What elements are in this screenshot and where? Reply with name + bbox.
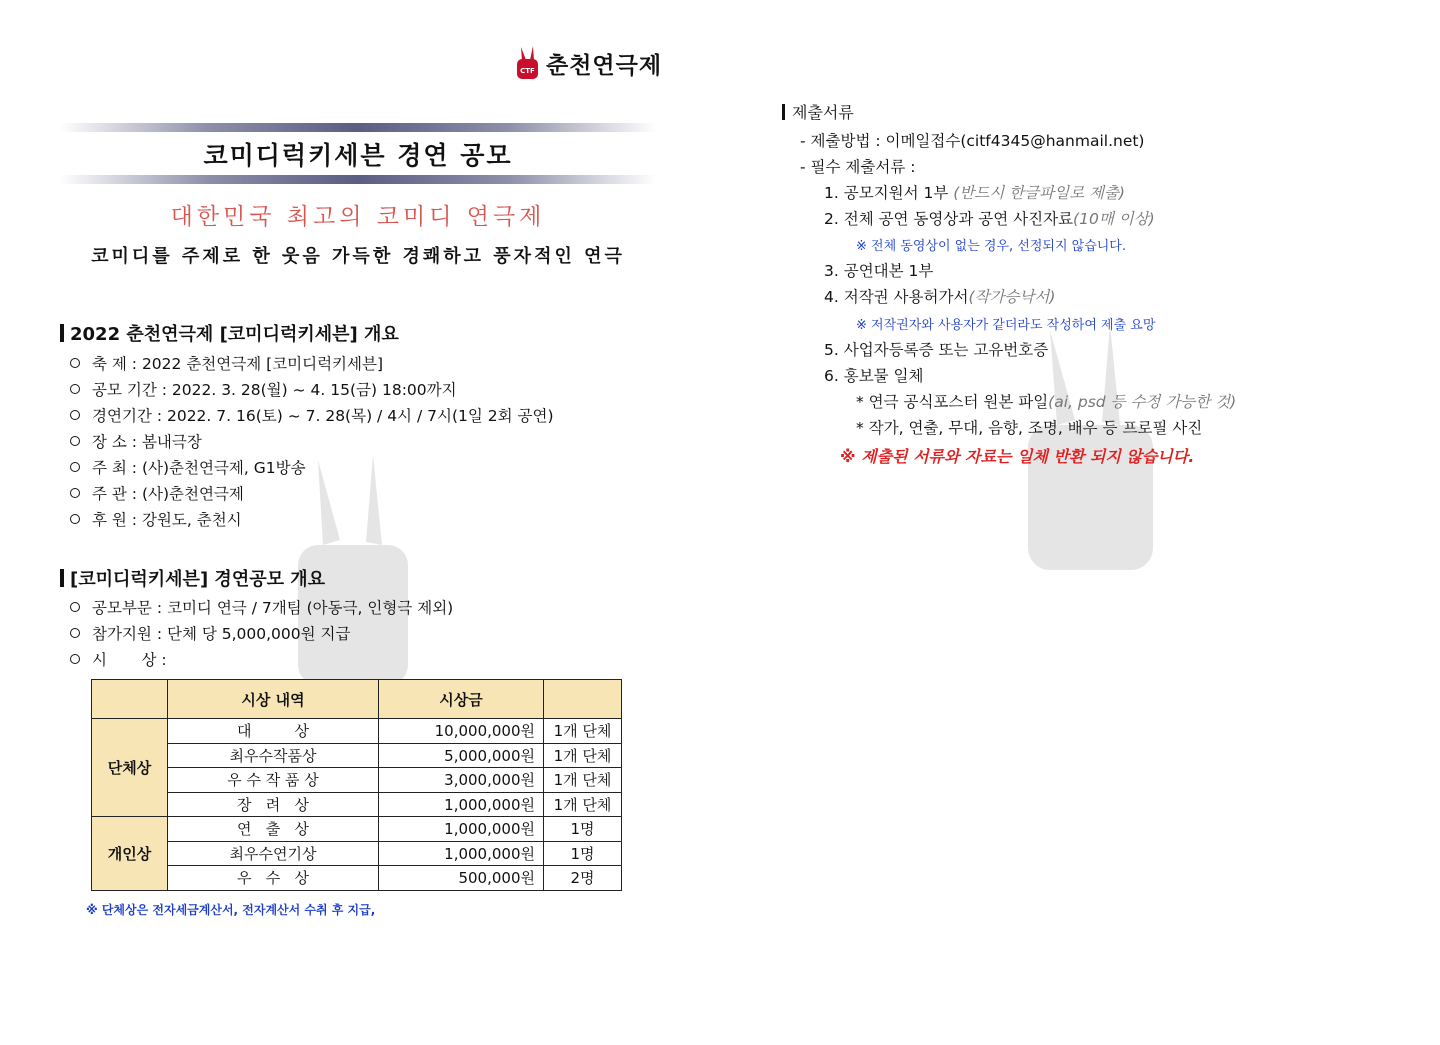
prize-count: 1명 [544,841,622,866]
section-marker [60,324,64,342]
overview-heading [60,320,399,346]
section-marker [782,104,785,120]
doc-item-2 [824,207,1155,229]
circle-bullet-icon [70,488,80,498]
overview-item [70,456,306,478]
overview-item-text: 후 원 : 강원도, 춘천시 [92,511,242,529]
group-label: 단체상 [92,719,168,817]
table-row [92,768,622,793]
doc-item-5: 5. 사업자등록증 또는 고유번호증 [824,341,1049,359]
video-warning: ※ 전체 동영상이 없는 경우, 선정되지 않습니다. [856,239,1126,254]
overview-item [70,482,244,504]
prize-name: 우 수 상 [168,866,379,891]
header-group [92,680,168,719]
prize-table-header [92,680,622,719]
doc-item-note: (10매 이상) [1073,210,1155,228]
circle-bullet-icon [70,514,80,524]
circle-bullet-icon [70,654,80,664]
submission-heading [782,100,854,123]
prize-name: 장 려 상 [168,792,379,817]
logo-text: 춘천연극제 [546,52,663,79]
overview-item-text: 경연기간 : 2022. 7. 16(토) ~ 7. 28(목) / 4시 / 7시(1일 2회 공연) [92,407,554,425]
prize-name: 최우수작품상 [168,743,379,768]
overview-item [70,404,554,426]
circle-bullet-icon [70,384,80,394]
prize-count: 1개 단체 [544,743,622,768]
contest-item [70,648,167,670]
overview-item-text: 공모 기간 : 2022. 3. 28(월) ~ 4. 15(금) 18:00까지 [92,381,457,399]
required-docs-label: - 필수 제출서류 : [800,158,916,176]
doc-item-text: 2. 전체 공연 동영상과 공연 사진자료 [824,210,1074,228]
contest-heading [60,565,325,591]
prize-amount: 5,000,000원 [379,743,544,768]
group-label: 개인상 [92,817,168,891]
section-marker [60,569,64,587]
contest-item-text: 참가지원 : 단체 당 5,000,000원 지급 [92,625,351,643]
prize-table-note: ※ 단체상은 전자세금계산서, 전자계산서 수취 후 지급, [86,903,376,917]
overview-item [70,430,202,452]
doc-item-6-sub-2: * 작가, 연출, 무대, 음향, 조명, 배우 등 프로필 사진 [856,419,1203,437]
doc-item-4 [824,285,1055,307]
sub-slogan: 코미디를 주제로 한 웃음 가득한 경쾌하고 풍자적인 연극 [91,246,625,267]
overview-item-text: 주 최 : (사)춘천연극제, G1방송 [92,459,306,477]
doc-item-6: 6. 홍보물 일체 [824,367,924,385]
prize-amount: 500,000원 [379,866,544,891]
table-row [92,719,622,744]
contest-item-text: 시 상 : [92,651,167,669]
doc-item-1 [824,181,1125,203]
doc-item-note: (작가승낙서) [968,288,1056,306]
contest-item [70,596,453,618]
submission-heading-text: 제출서류 [792,103,854,122]
doc-sub-note: (ai, psd 등 수정 가능한 것) [1048,393,1237,411]
overview-item [70,378,457,400]
prize-name: 대 상 [168,719,379,744]
contest-item [70,622,350,644]
doc-item-text: 1. 공모지원서 1부 [824,184,954,202]
prize-amount: 1,000,000원 [379,817,544,842]
doc-item-note: (반드시 한글파일로 제출) [953,184,1125,202]
prize-count: 1개 단체 [544,768,622,793]
contest-heading-text: [코미디럭키세븐] 경연공모 개요 [70,569,326,590]
overview-item [70,352,383,374]
prize-name: 최우수연기상 [168,841,379,866]
circle-bullet-icon [70,436,80,446]
submission-method: - 제출방법 : 이메일접수(citf4345@hanmail.net) [800,132,1145,150]
ctf-rabbit-logo-icon [514,46,540,80]
title-bar-bottom [60,175,656,184]
overview-item [70,508,242,530]
prize-amount: 3,000,000원 [379,768,544,793]
prize-count: 1명 [544,817,622,842]
prize-name: 우 수 작 품 상 [168,768,379,793]
circle-bullet-icon [70,602,80,612]
festival-logo [514,46,662,80]
table-row [92,817,622,842]
header-prize-name: 시상 내역 [168,680,379,719]
circle-bullet-icon [70,358,80,368]
page-title: 코미디럭키세븐 경연 공모 [203,141,513,170]
doc-item-3: 3. 공연대본 1부 [824,262,934,280]
prize-count: 2명 [544,866,622,891]
prize-table [91,679,622,891]
header-prize-amount: 시상금 [379,680,544,719]
circle-bullet-icon [70,462,80,472]
prize-count: 1개 단체 [544,719,622,744]
overview-item-text: 장 소 : 봄내극장 [92,433,202,451]
table-row [92,841,622,866]
doc-item-6-sub-1 [856,390,1236,412]
circle-bullet-icon [70,628,80,638]
table-row [92,743,622,768]
slogan: 대한민국 최고의 코미디 연극제 [170,204,546,230]
prize-amount: 1,000,000원 [379,841,544,866]
prize-name: 연 출 상 [168,817,379,842]
header-count [544,680,622,719]
doc-item-text: 4. 저작권 사용허가서 [824,288,969,306]
table-row [92,792,622,817]
circle-bullet-icon [70,410,80,420]
doc-sub-text: * 연극 공식포스터 원본 파일 [856,393,1049,411]
title-bar-top [60,123,656,132]
overview-item-text: 축 제 : 2022 춘천연극제 [코미디럭키세븐] [92,355,384,373]
svg-text:CTF: CTF [520,67,535,75]
prize-amount: 1,000,000원 [379,792,544,817]
return-notice: ※ 제출된 서류와 자료는 일체 반환 되지 않습니다. [840,447,1195,466]
table-row [92,866,622,891]
overview-heading-text: 2022 춘천연극제 [코미디럭키세븐] 개요 [70,324,399,345]
copyright-warning: ※ 저작권자와 사용자가 같더라도 작성하여 제출 요망 [856,318,1156,333]
prize-amount: 10,000,000원 [379,719,544,744]
prize-count: 1개 단체 [544,792,622,817]
contest-item-text: 공모부문 : 코미디 연극 / 7개팀 (아동극, 인형극 제외) [92,599,454,617]
overview-item-text: 주 관 : (사)춘천연극제 [92,485,244,503]
